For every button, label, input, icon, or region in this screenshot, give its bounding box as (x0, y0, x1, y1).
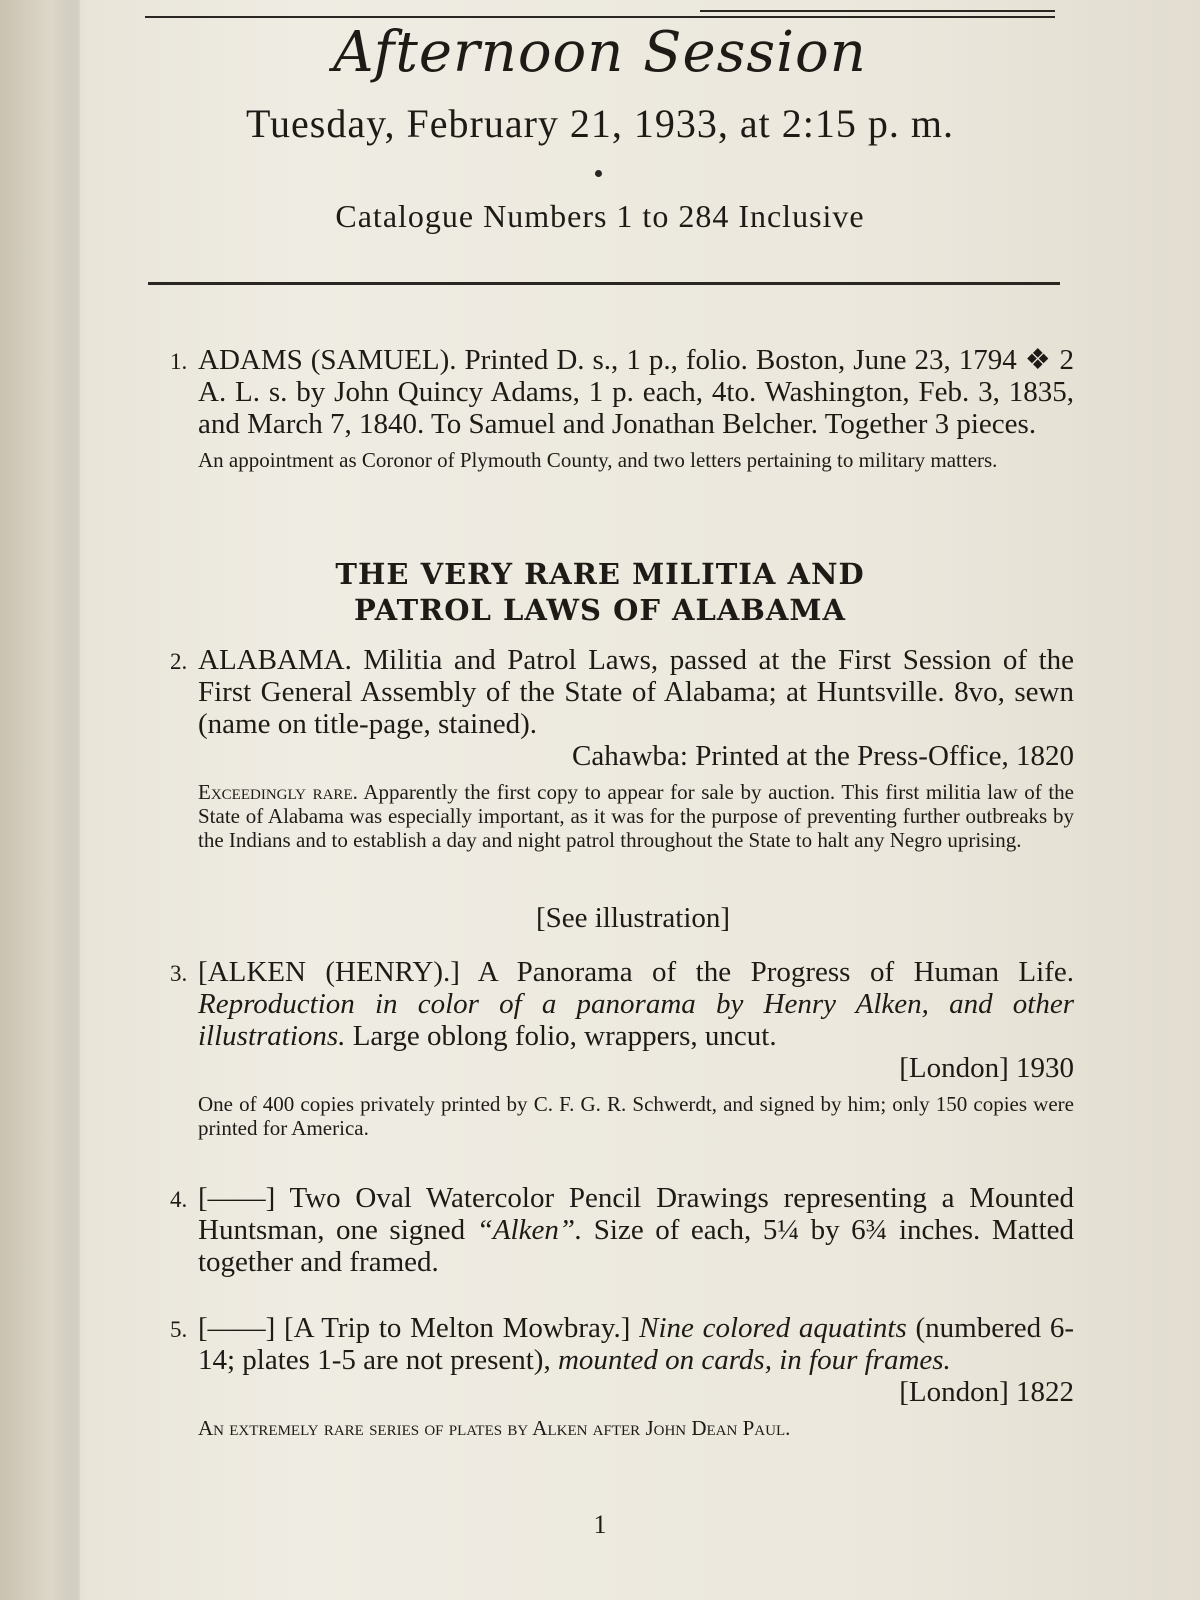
header-rule (148, 282, 1060, 285)
lot-entry (170, 644, 1074, 852)
lot-description: ALABAMA. Militia and Patrol Laws, passed at the First Session of the First General Assembly of the State of Alabama; at Huntsville. 8vo, sewn (name on title-page, stained). (198, 644, 1074, 740)
lot-note: An appointment as Coronor of Plymouth County, and two letters pertaining to military matters. (198, 448, 998, 472)
lot-description: [ALKEN (HENRY).] A Panorama of the Progress of Human Life. (198, 956, 1074, 988)
lot-number: 3. (170, 961, 188, 986)
lot-description-mid: (numbered 6-14; plates 1-5 are not present), (198, 1312, 1074, 1376)
page-number: 1 (593, 1510, 607, 1539)
lot-imprint: [London] 1930 (899, 1052, 1074, 1084)
lot-note-lead: Exceedingly rare. (198, 780, 358, 804)
lot-description-end: Large oblong folio, wrappers, uncut. (352, 1020, 777, 1052)
session-title: Afternoon Session (333, 20, 867, 85)
lot-imprint: Cahawba: Printed at the Press-Office, 1820 (571, 740, 1074, 772)
top-rule-double (700, 10, 1055, 12)
lot-entry (170, 1312, 1074, 1440)
lot-number: 4. (170, 1187, 188, 1212)
lot-number: 1. (170, 349, 188, 374)
lot-description-italic: Nine colored aquatints (639, 1312, 907, 1344)
section-heading-line: THE VERY RARE MILITIA AND (335, 557, 865, 591)
lot-entry (170, 956, 1074, 1140)
lot-note (198, 780, 1074, 852)
catalogue-range: Catalogue Numbers 1 to 284 Inclusive (335, 198, 865, 234)
ornament-dot (595, 170, 602, 177)
lot-description: [——] [A Trip to Melton Mowbray.] (198, 1312, 631, 1344)
lot-description-end: Size of each, 5¼ by 6¾ inches. Matted together and framed. (198, 1214, 1074, 1278)
section-heading (150, 556, 1050, 628)
lot-description-italic: Reproduction in color of a panorama by Henry Alken, and other illustrations. (198, 988, 1074, 1052)
lot-number: 2. (170, 649, 188, 674)
lot-number: 5. (170, 1317, 188, 1342)
lot-description-italic: mounted on cards, in four frames. (557, 1344, 951, 1376)
lot-description: ADAMS (SAMUEL). Printed D. s., 1 p., folio. Boston, June 23, 1794 ❖ 2 A. L. s. by John Quincy Adams, 1 p. each, 4to. Washington, Feb. 3, 1835, and March 7, 1840. To Samuel and Jonathan Belcher. Together 3 pieces. (198, 344, 1074, 440)
lot-description: [——] Two Oval Watercolor Pencil Drawings representing a Mounted Huntsman, one signed (198, 1182, 1074, 1246)
lot-note: One of 400 copies privately printed by C. F. G. R. Schwerdt, and signed by him; only 150 copies were printed for America. (198, 1092, 1074, 1140)
lot-note: An extremely rare series of plates by Alken after John Dean Paul. (198, 1416, 791, 1440)
lot-description-italic: “Alken”. (476, 1214, 583, 1246)
top-rule (145, 0, 1055, 18)
see-illustration: [See illustration] (535, 902, 731, 934)
lot-entry (170, 344, 1074, 472)
lot-entry (170, 1182, 1074, 1278)
lot-imprint: [London] 1822 (899, 1376, 1074, 1408)
book-gutter (0, 0, 80, 1600)
lot-note-text: Apparently the first copy to appear for sale by auction. This first militia law of the State of Alabama was especially important, as it was for the purpose of preventing further outbreaks by the Indians and to establish a day and night patrol throughout the State to halt any Negro uprising. (198, 780, 1074, 852)
session-date: Tuesday, February 21, 1933, at 2:15 p. m. (246, 101, 954, 146)
section-heading-line: PATROL LAWS OF ALABAMA (353, 593, 847, 627)
